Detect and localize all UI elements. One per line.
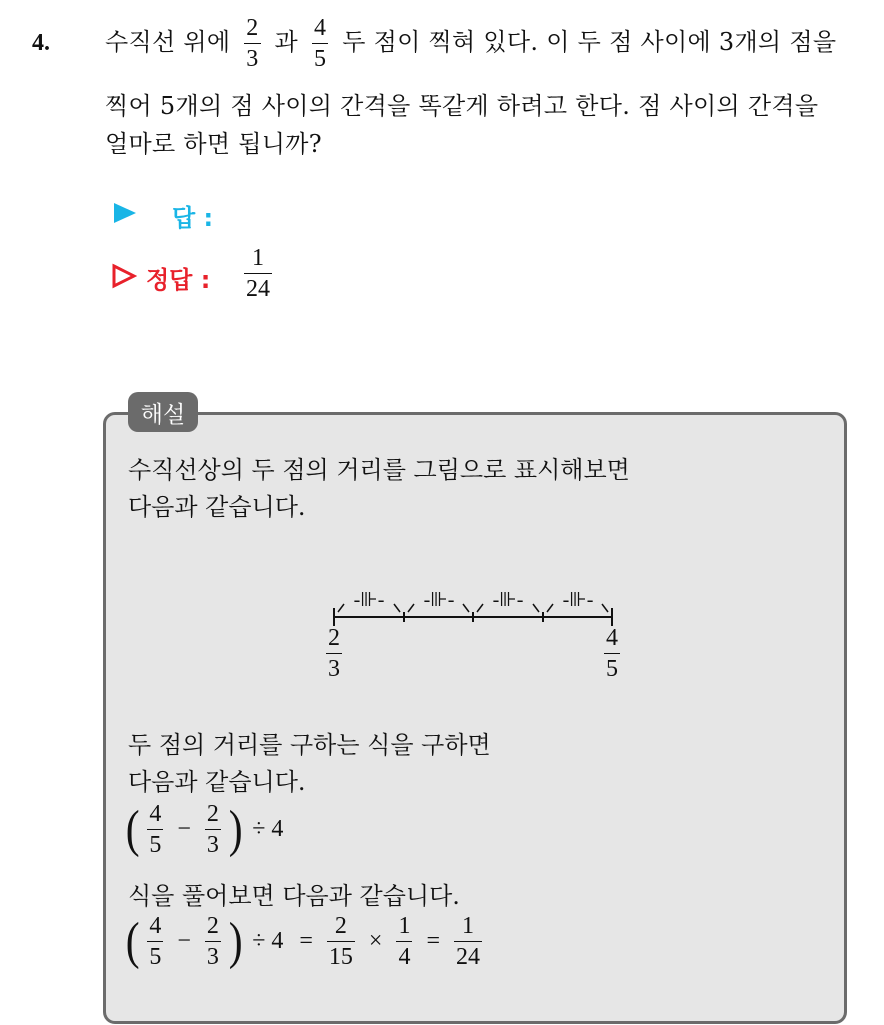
question-text: 수직선 위에: [105, 28, 231, 56]
denominator: 15: [328, 944, 353, 970]
numerator: 1: [398, 913, 411, 939]
denominator: 3: [328, 656, 340, 682]
question-line-2: 찍어 5개의 점 사이의 간격을 똑같게 하려고 한다. 점 사이의 간격을: [105, 92, 819, 120]
denominator: 5: [149, 944, 162, 970]
numerator: 4: [149, 913, 162, 939]
question-line-1: [105, 16, 836, 71]
divide-term: ÷ 4: [252, 928, 284, 954]
denominator: 3: [206, 944, 219, 970]
denominator: 3: [246, 46, 259, 72]
explanation-line: 다음과 같습니다.: [128, 493, 306, 521]
denominator: 24: [456, 944, 481, 970]
numerator: 2: [206, 801, 219, 827]
fraction-two-thirds: [244, 16, 260, 71]
number-line-diagram: [320, 584, 630, 632]
minus-sign: −: [177, 928, 191, 954]
correct-answer-label: 정답 :: [146, 266, 211, 294]
numerator: 2: [334, 913, 347, 939]
numerator: 4: [606, 625, 618, 651]
fraction-four-fifths: [312, 16, 328, 71]
minus-sign: −: [177, 816, 191, 842]
explanation-line: 두 점의 거리를 구하는 식을 구하면: [128, 731, 491, 759]
equal-segment-mark: -⊪-: [492, 589, 524, 611]
answer-label: 답 :: [172, 204, 214, 232]
denominator: 5: [606, 656, 618, 682]
question-text: 과: [274, 28, 299, 56]
equals-sign: =: [299, 928, 313, 954]
question-line-3: 얼마로 하면 됩니까?: [105, 130, 322, 158]
play-filled-icon: [112, 201, 138, 225]
denominator: 5: [313, 46, 327, 72]
explanation-line: 식을 풀어보면 다음과 같습니다.: [128, 882, 460, 910]
expression-2: ( $\frac{4}{5}$ − $\frac{2}{3}$ ) ÷ 4 = $\frac{2}{15}$ × $\frac{1}{4}$ = $\frac{1}{24}$: [125, 912, 481, 970]
expression-1: ( $\frac{4}{5}$ − $\frac{2}{3}$ ) ÷ 4: [125, 800, 284, 858]
numerator: 1: [252, 245, 264, 271]
numerator: 1: [462, 913, 475, 939]
explanation-line: 수직선상의 두 점의 거리를 그림으로 표시해보면: [128, 456, 630, 484]
times-sign: ×: [368, 928, 383, 954]
equal-segment-mark: -⊪-: [423, 589, 455, 611]
divide-term: ÷ 4: [252, 816, 284, 842]
number-line-left-label: [320, 626, 348, 681]
denominator: 4: [398, 944, 411, 970]
equals-sign: =: [426, 928, 441, 954]
denominator: 3: [206, 832, 219, 858]
explanation-line: 다음과 같습니다.: [128, 768, 306, 796]
numerator: 2: [246, 15, 259, 41]
denominator: 5: [149, 832, 162, 858]
explanation-tag: 해설: [128, 392, 198, 432]
number-line-right-label: [598, 626, 626, 681]
numerator: 4: [149, 801, 162, 827]
numerator: 4: [313, 15, 327, 41]
denominator: 24: [246, 276, 270, 302]
numerator: 2: [206, 913, 219, 939]
question-text: 두 점이 찍혀 있다. 이 두 점 사이에 3개의 점을: [342, 28, 837, 56]
equal-segment-mark: -⊪-: [353, 589, 385, 611]
question-number: 4.: [32, 30, 50, 56]
equal-segment-mark: -⊪-: [562, 589, 594, 611]
play-outline-icon: [111, 263, 137, 289]
numerator: 2: [328, 625, 340, 651]
correct-answer-value: [238, 246, 278, 301]
